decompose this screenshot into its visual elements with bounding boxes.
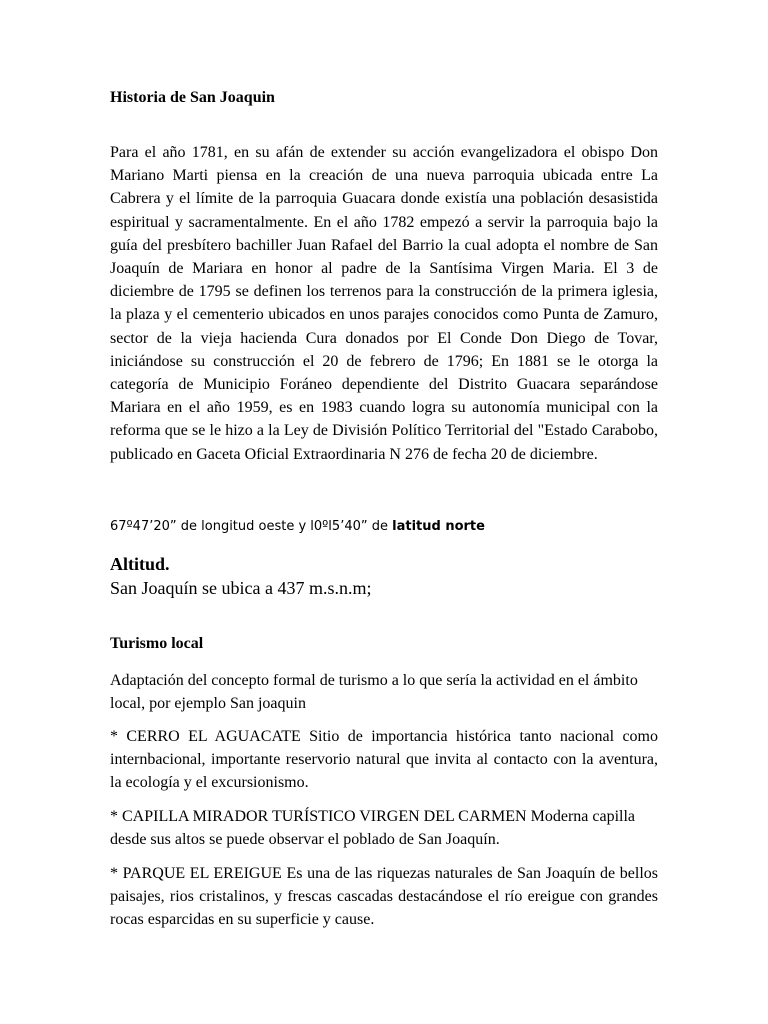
history-paragraph: Para el año 1781, en su afán de extender su acción evangelizadora el obispo Don Mariano Marti piensa en la creación de una nueva parroquia ubicada entre La Cabrera y el límite de la parroquia Guacara donde existía una población desasistida espiritual y sacramentalmente. En el año 1782 empezó a servir la parroquia bajo la guía del presbítero bachiller Juan Rafael del Barrio la cual adopta el nombre de San Joaquín de Mariara en honor al padre de la Santísima Virgen Maria. El 3 de diciembre de 1795 se definen los terrenos para la construcción de la primera iglesia, la plaza y el cementerio ubicados en unos parajes conocidos como Punta de Zamuro, sector de la vieja hacienda Cura donados por El Conde Don Diego de Tovar, iniciándose su construcción el 20 de febrero de 1796; En 1881 se le otorga la categoría de Municipio Foráneo dependiente del Distrito Guacara separándose Mariara en el año 1959, es en 1983 cuando logra su autonomía municipal con la reforma que se le hizo a la Ley de División Político Territorial del "Estado Carabobo, publicado en Gaceta Oficial Extraordinaria N 276 de fecha 20 de diciembre. xyxy=(110,144,658,463)
coordinates-bold-text: latitud norte xyxy=(392,519,485,534)
tourism-heading: Turismo local xyxy=(110,635,204,652)
tourism-item-cerro-el-aguacate: * CERRO EL AGUACATE Sitio de importancia histórica tanto nacional como internbacional, importante reservorio natural que invita al contacto con la aventura, la ecología y el excursionismo. xyxy=(110,728,658,791)
altitude-heading: Altitud. xyxy=(110,554,170,574)
coordinates-text: 67º47’20” de longitud oeste y l0ºl5’40” de xyxy=(110,519,393,534)
coordinates-line xyxy=(110,517,485,537)
tourism-item-parque-el-ereigue: * PARQUE EL EREIGUE Es una de las riquezas naturales de San Joaquín de bellos paisajes, rios cristalinos, y frescas cascadas destacándose el río ereigue con grandes rocas esparcidas en su superficie y cause. xyxy=(110,865,658,928)
tourism-item-capilla-mirador: * CAPILLA MIRADOR TURÍSTICO VIRGEN DEL CARMEN Moderna capilla desde sus altos se puede observar el poblado de San Joaquín. xyxy=(110,808,636,848)
altitude-text: San Joaquín se ubica a 437 m.s.n.m; xyxy=(110,578,372,598)
tourism-intro: Adaptación del concepto formal de turismo a lo que sería la actividad en el ámbito local, por ejemplo San joaquin xyxy=(110,672,638,712)
document-title: Historia de San Joaquin xyxy=(110,89,275,106)
